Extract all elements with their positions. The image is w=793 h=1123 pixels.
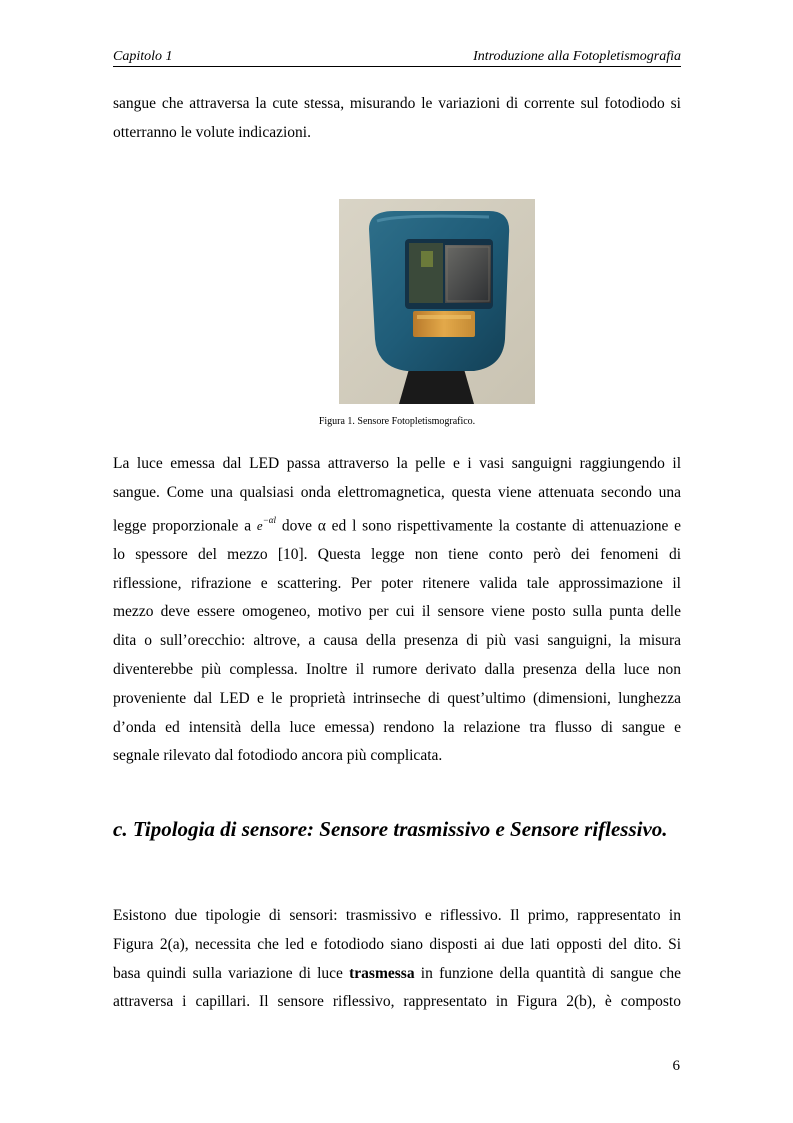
text-line-with-bold (113, 960, 681, 989)
text-segment: basa quindi sulla variazione di luce (113, 964, 343, 982)
text-line: proveniente dal LED e le proprietà intrinseche di quest’ultimo (dimensioni, lunghezza (113, 689, 681, 707)
running-header (113, 48, 681, 67)
text-line-with-formula (113, 508, 681, 541)
text-line: dita o sull’orecchio: altrove, a causa della presenza di più vasi sanguigni, la misura (113, 632, 681, 650)
sensor-photo (339, 199, 535, 404)
text-segment: legge proporzionale a (113, 516, 252, 534)
text-line: attraversa i capillari. Il sensore riflessivo, rappresentato in Figura 2(b), è composto (113, 993, 681, 1011)
chapter-title: Introduzione alla Fotopletismografia (473, 49, 681, 64)
emphasized-term: trasmessa (349, 964, 415, 982)
text-line: sangue che attraversa la cute stessa, misurando le variazioni di corrente sul fotodiodo si (113, 95, 681, 112)
attenuation-formula (256, 514, 277, 533)
text-line: La luce emessa dal LED passa attraverso la pelle e i vasi sanguigni raggiungendo il (113, 455, 681, 472)
paragraph-intro (113, 90, 681, 148)
text-line: diventerebbe più complessa. Inoltre il rumore derivato dalla presenza della luce non (113, 660, 681, 678)
text-line: d’onda ed intensità della luce emessa) rendono la relazione tra flusso di sangue e (113, 718, 681, 736)
paragraph-led (113, 450, 681, 771)
formula-exponent: −αl (262, 514, 277, 525)
chapter-label: Capitolo 1 (113, 49, 173, 64)
text-segment: dove α ed l sono rispettivamente la costante di attenuazione e (281, 516, 682, 534)
text-line: otterranno le volute indicazioni. (113, 123, 311, 141)
paragraph-sensor-types (113, 902, 681, 1017)
text-line: Esistono due tipologie di sensori: trasmissivo e riflessivo. Il primo, rappresentato in (113, 907, 681, 924)
text-segment: in funzione della quantità di sangue che (420, 964, 682, 982)
text-line: segnale rilevato dal fotodiodo ancora più complicata. (113, 747, 443, 765)
section-heading: c. Tipologia di sensore: Sensore trasmissivo e Sensore riflessivo. (113, 817, 668, 841)
formula-base: e (256, 517, 263, 533)
text-line: lo spessore del mezzo [10]. Questa legge non tiene conto però dei fenomeni di (113, 545, 681, 563)
text-line: sangue. Come una qualsiasi onda elettromagnetica, questa viene attenuata secondo una (113, 483, 681, 501)
text-line: Figura 2(a), necessita che led e fotodiodo siano disposti ai due lati opposti del dito. Si (113, 935, 681, 953)
page-number: 6 (672, 1058, 680, 1074)
figure-caption: Figura 1. Sensore Fotopletismografico. (318, 416, 476, 427)
text-line: riflessione, rifrazione e scattering. Per poter ritenere valida tale approssimazione il (113, 574, 681, 592)
text-line: mezzo deve essere omogeneo, motivo per cui il sensore viene posto sulla punta delle (113, 603, 681, 621)
